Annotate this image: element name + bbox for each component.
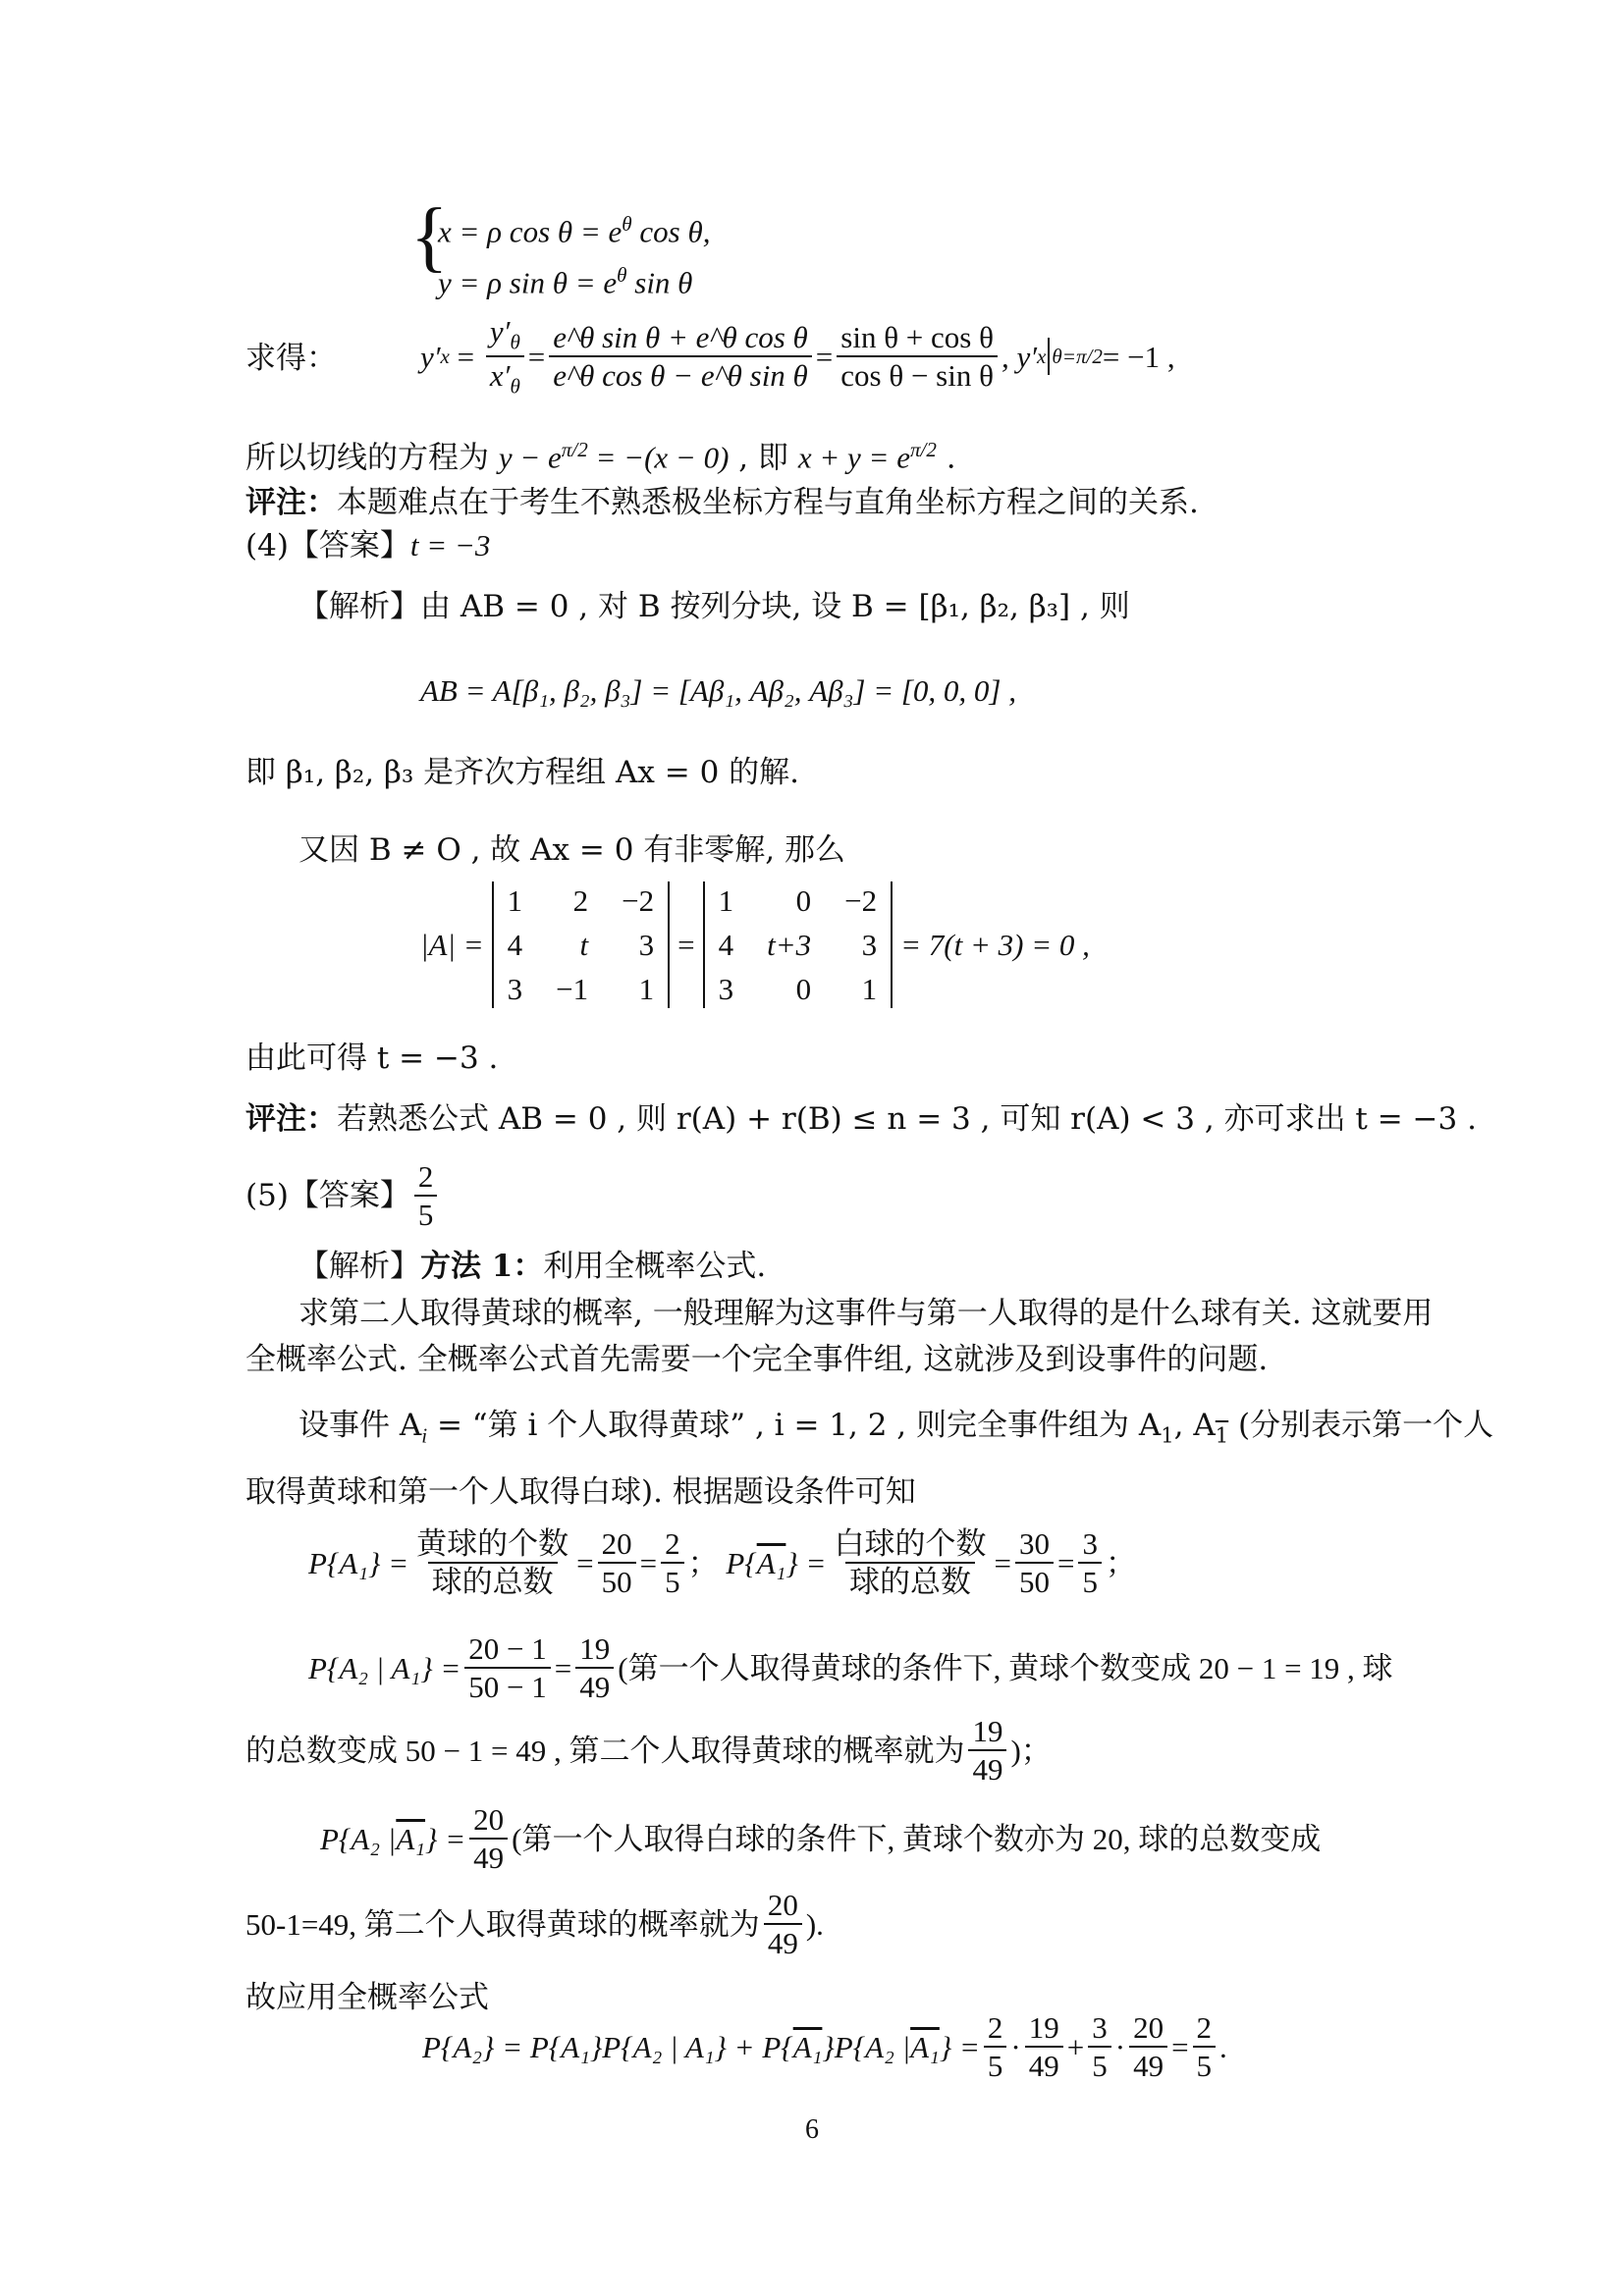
det2-cell: t+3 (767, 928, 812, 962)
q5-answer: (5)【答案】 $\frac{2}{5}$ (245, 1161, 441, 1230)
q5-eq4: P{A₂ | A₁ } = $\frac{20}{49}$ (第一个人取得白球的条件下, 黄球个数亦为 20, 球的总数变成 (320, 1802, 1322, 1875)
det1-cell: 3 (507, 972, 523, 1006)
q5-final-equation: P{A₂} = P{A₁}P{A₂ | A₁} + P{ A₁ }P{A₂ | A₁ } = $\frac{2}{5}$ · $\frac{19}{49}$ + $\frac{3}{5}$ · $\frac{20}{49}$ = $\frac{2}{5}$ . (422, 2010, 1227, 2083)
det1-cell: 2 (572, 883, 589, 918)
q5-p1: 求第二人取得黄球的概率, 一般理解为这事件与第一人取得的是什么球有关. 这就要用 (298, 1296, 1434, 1331)
q4-determinant: |A| = 1 2 −2 4 t 3 3 −1 1 = 1 0 −2 4 t+3 3 3 0 1 = 7(t + 3) = 0 , (420, 883, 1090, 1006)
q5-p3: 设事件 $A_i$ = “第 i 个人取得黄球” , i = 1, 2 , 则完全事件组为 $A_1$, $A_1$ (分别表示第一个人 (298, 1408, 1494, 1448)
q4-answer: (4)【答案】t = −3 (245, 528, 491, 563)
det2-cell: 0 (795, 972, 812, 1006)
page-number: 6 (805, 2114, 819, 2145)
det1-cell: 1 (507, 883, 523, 918)
determinant-1 (492, 881, 670, 1008)
q5-p4: 取得黄球和第一个人取得白球). 根据题设条件可知 (245, 1474, 916, 1510)
det2-cell: 1 (718, 883, 734, 918)
q5-eq3-cont: 的总数变成 50 − 1 = 49 , 第二个人取得黄球的概率就为 $\frac{19}{49}$ )； (245, 1714, 1052, 1787)
q4-analysis: 【解析】由 AB = 0 , 对 B 按列分块, 设 B = [β₁, β₂, β₃] , 则 (298, 589, 1130, 624)
q5-p2: 全概率公式. 全概率公式首先需要一个完全事件组, 这就涉及到设事件的问题. (245, 1342, 1269, 1377)
det1-cell: t (579, 928, 589, 962)
system-line-2: y = ρ $\sin \theta = e^\theta$ sin θ (438, 263, 693, 300)
system-line-1: x = ρ $\cos \theta = e^\theta$ cos θ, (438, 212, 711, 249)
system-brace: { (410, 193, 449, 280)
det2-cell: 3 (718, 972, 734, 1006)
q5-eq4-cont: 50-1=49, 第二个人取得黄球的概率就为 $\frac{20}{49}$ ). (245, 1888, 824, 1960)
det1-cell: 4 (507, 928, 523, 962)
det1-cell: 1 (638, 972, 655, 1006)
det2-cell: 4 (718, 928, 734, 962)
det1-cell: 3 (638, 928, 655, 962)
q4-line5: 由此可得 t = −3 . (245, 1041, 499, 1076)
q5-p5: 故应用全概率公式 (245, 1980, 489, 2015)
det1-cell: −1 (556, 972, 589, 1006)
det2-cell: −2 (844, 883, 878, 918)
q5-eq3: P{A₂ | A₁} = $\frac{20 - 1}{50 - 1}$ = $\frac{19}{49}$ (第一个人取得黄球的条件下, 黄球个数变成 20 − 1 = 19 , 球 (308, 1631, 1393, 1704)
q4-line4: 又因 B ≠ O , 故 Ax = 0 有非零解, 那么 (298, 832, 845, 868)
det2-cell: 0 (795, 883, 812, 918)
det1-cell: −2 (622, 883, 655, 918)
q4-line3: 即 β₁, β₂, β₃ 是齐次方程组 Ax = 0 的解. (245, 755, 800, 790)
tangent-line: 所以切线的方程为 $y - e^{\pi/2} = -(x - 0)$ , 即 $x + y = e^{\pi/2}$ . (245, 438, 956, 476)
q5-eq1: P{A₁} = $\frac{\text{黄球的个数}}{\text{球的总数}}$ = $\frac{20}{50}$ = $\frac{2}{5}$ ； P{ A₁ } = $\frac{\text{白球的个数}}{\text{球的总数}}$ = $\frac{30}{50}$ = $\frac{3}{5}$ ； (308, 1526, 1136, 1599)
q5-analysis: 【解析】方法 1：利用全概率公式. (298, 1249, 767, 1284)
determinant-2 (703, 881, 893, 1008)
q4-block-equation: AB = A[β₁, β₂, β₃] = [Aβ₁, Aβ₂, Aβ₃] = [0, 0, 0] , (420, 673, 1016, 708)
q4-note: 评注：若熟悉公式 AB = 0 , 则 r(A) + r(B) ≤ n = 3 , 可知 r(A) < 3 , 亦可求出 t = −3 . (245, 1101, 1477, 1137)
derivative-label: 求得： (245, 341, 337, 376)
note-1: 评注：本题难点在于考生不熟悉极坐标方程与直角坐标方程之间的关系. (245, 485, 1199, 520)
derivative-equation: y′ x = $\frac{y'_\theta}{x'_\theta}$ = $\frac{\text{e\textasciicircum{}θ sin θ + e\textasciicircum{}θ cos θ}}{\text{e\textasciicircum{}θ cos θ − e\textasciicircum{}θ sin θ}}$ = $\frac{\text{sin θ + cos θ}}{\text{cos θ − sin θ}}$ , y′ x θ=π/2 = −1 , (420, 314, 1175, 399)
det2-cell: 1 (861, 972, 878, 1006)
det2-cell: 3 (861, 928, 878, 962)
